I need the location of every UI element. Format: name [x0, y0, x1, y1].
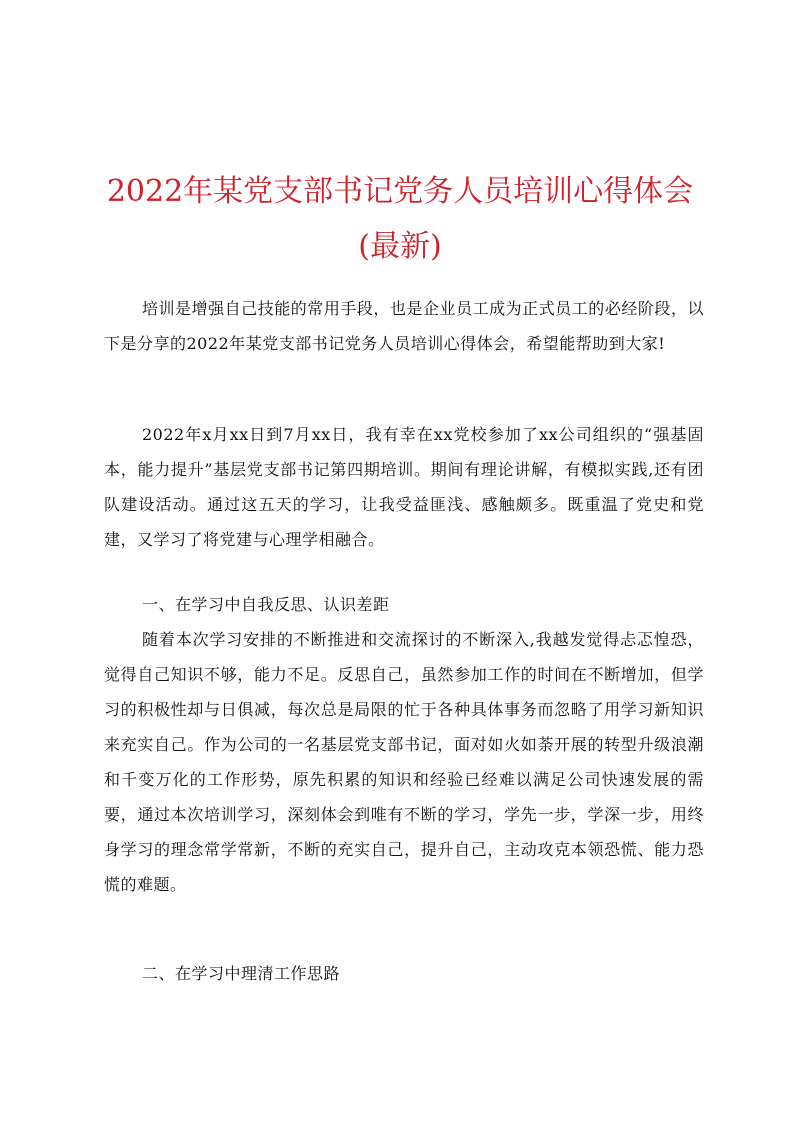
section-heading-2: 二、在学习中理清工作思路: [142, 964, 341, 983]
intro-paragraph: 培训是增强自己技能的常用手段，也是企业员工成为正式员工的必经阶段，以下是分享的2022年某党支部书记党务人员培训心得体会，希望能帮助到大家!: [104, 299, 704, 353]
document-title-suffix: (最新): [358, 229, 442, 264]
section-heading-1: 一、在学习中自我反思、认识差距: [142, 595, 390, 614]
training-paragraph: 2022年x月xx日到7月xx日，我有幸在xx党校参加了xx公司组织的“强基固本，能力提升”基层党支部书记第四期培训。期间有理论讲解，有模拟实践,还有团队建设活动。通过这五天的学习，让我受益匪浅、感触颇多。既重温了党史和党建，又学习了将党建与心理学相融合。: [104, 425, 704, 549]
document-title: 2022年某党支部书记党务人员培训心得体会: [106, 174, 694, 209]
reflection-paragraph: 随着本次学习安排的不断推进和交流探讨的不断深入,我越发觉得忐忑惶恐，觉得自己知识不够，能力不足。反思自己，虽然参加工作的时间在不断增加，但学习的积极性却与日俱减，每次总是局限的忙于各种具体事务而忽略了用学习新知识来充实自己。作为公司的一名基层党支部书记，面对如火如荼开展的转型升级浪潮和千变万化的工作形势，原先积累的知识和经验已经难以满足公司快速发展的需要，通过本次培训学习，深刻体会到唯有不断的学习，学先一步，学深一步，用终身学习的理念常学常新，不断的充实自己，提升自己，主动攻克本领恐慌、能力恐慌的难题。: [104, 630, 704, 894]
